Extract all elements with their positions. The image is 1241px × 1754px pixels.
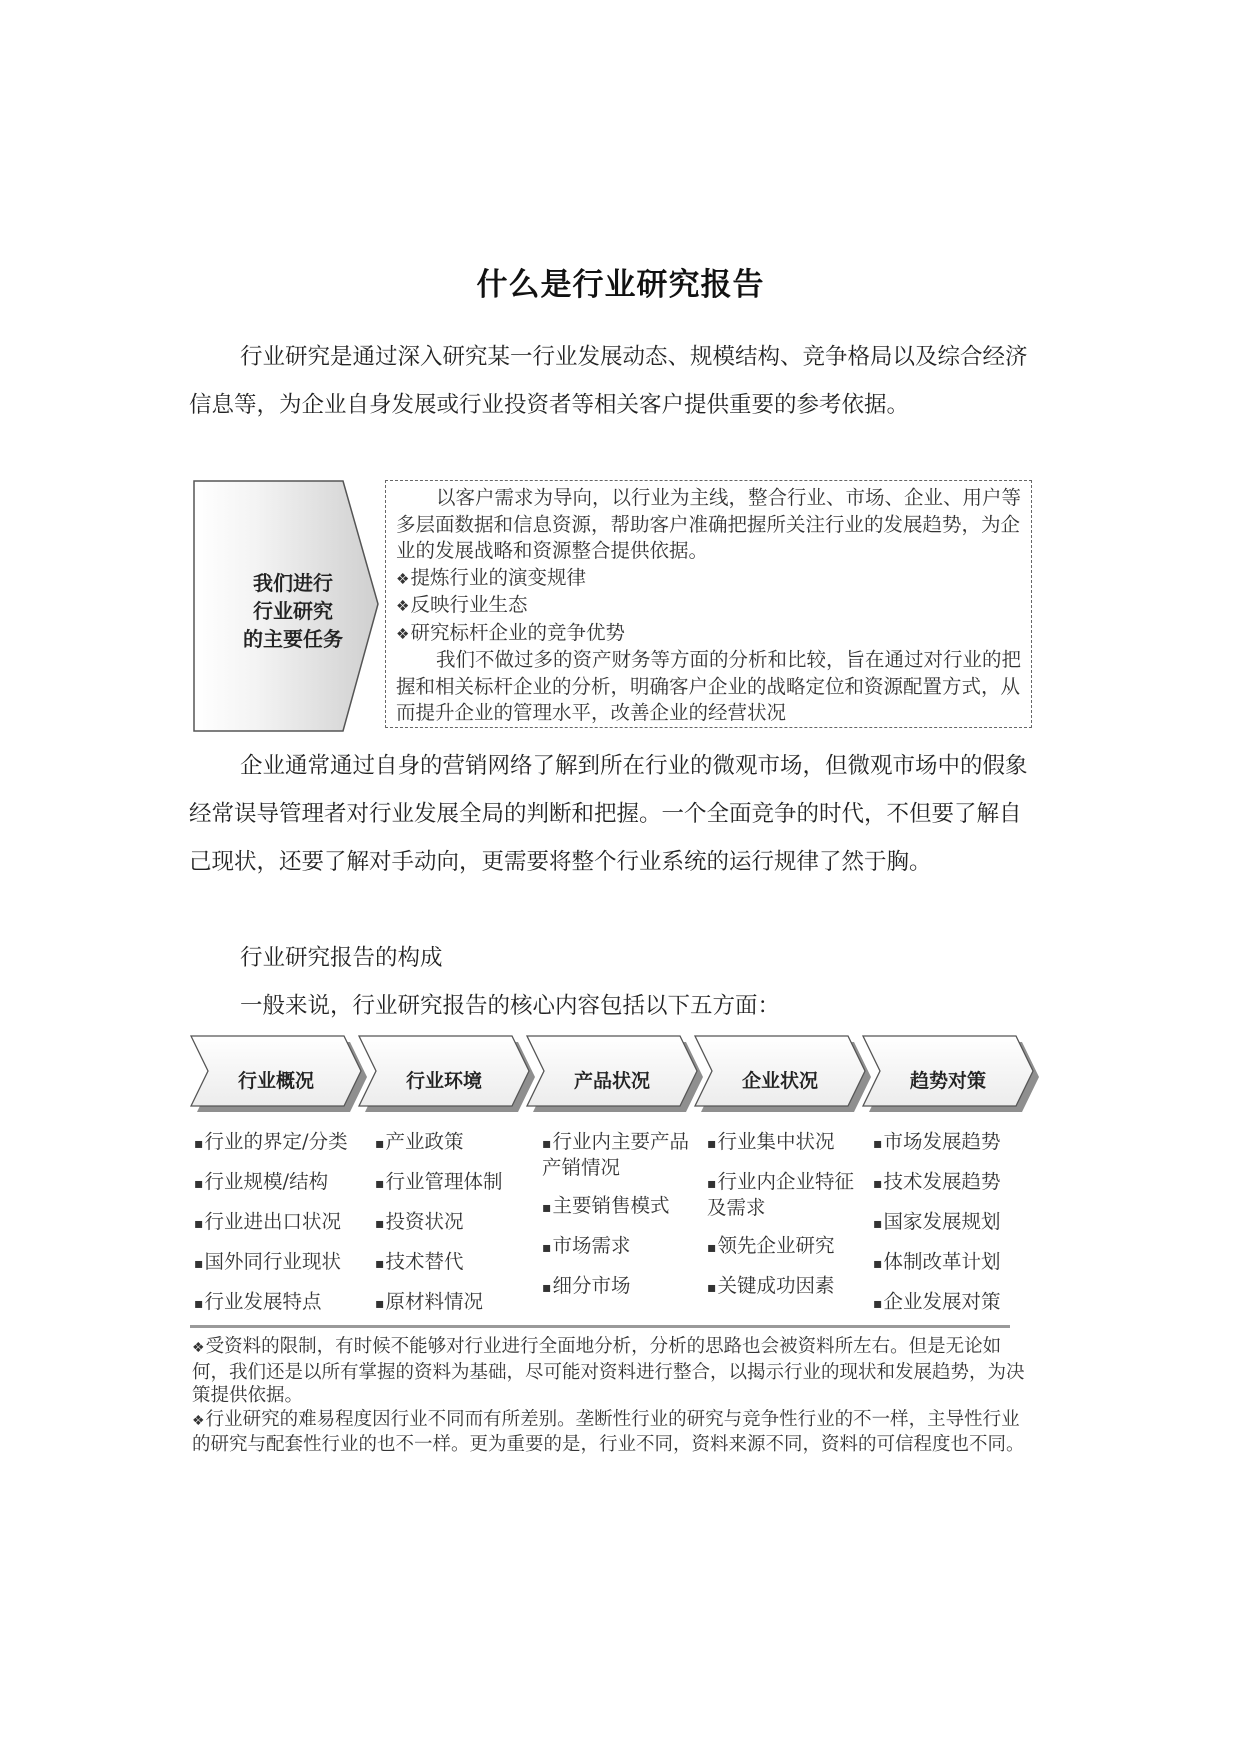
step-items-column <box>542 1130 694 1314</box>
step-label: 企业状况 <box>741 1070 818 1092</box>
report-structure-figure <box>190 1035 1040 1495</box>
task-description-box <box>385 480 1032 728</box>
step-item: ▪ 行业的界定/分类 <box>194 1130 374 1156</box>
divider <box>190 1325 1010 1328</box>
step-item: ▪ 企业发展对策 <box>873 1290 1033 1316</box>
task-label-line: 行业研究 <box>253 599 333 623</box>
step-label: 趋势对策 <box>909 1070 986 1092</box>
step-item: ▪ 市场需求 <box>542 1234 694 1260</box>
task-closing: 我们不做过多的资产财务等方面的分析和比较，旨在通过对行业的把握和相关标杆企业的分析，明确客户企业的战略定位和资源配置方式，从而提升企业的管理水平，改善企业的经营状况 <box>396 648 1022 724</box>
step-item: ▪ 体制改革计划 <box>873 1250 1033 1276</box>
task-bullet: ❖ 研究标杆企业的竞争优势 <box>396 620 1021 648</box>
step-items-column <box>375 1130 535 1330</box>
step-items-column <box>194 1130 374 1330</box>
step-item: ▪ 行业进出口状况 <box>194 1210 374 1236</box>
task-bullet: ❖ 反映行业生态 <box>396 592 1021 620</box>
step-item: ▪ 国外同行业现状 <box>194 1250 374 1276</box>
step-item: ▪ 行业内主要产品产销情况 <box>542 1130 694 1180</box>
step-item: ▪ 行业管理体制 <box>375 1170 535 1196</box>
step-item: ▪ 投资状况 <box>375 1210 535 1236</box>
core-content-intro: 一般来说，行业研究报告的核心内容包括以下五方面： <box>240 993 781 1019</box>
research-tasks-figure <box>193 480 1036 732</box>
step-item: ▪ 国家发展规划 <box>873 1210 1033 1236</box>
task-label-line: 我们进行 <box>253 571 333 595</box>
step-label: 行业概况 <box>237 1070 314 1092</box>
intro-paragraph: 行业研究是通过深入研究某一行业发展动态、规模结构、竞争格局以及综合经济信息等，为企业自身发展或行业投资者等相关客户提供重要的参考依据。 <box>189 344 1028 418</box>
figure-note: ❖ 行业研究的难易程度因行业不同而有所差别。垄断性行业的研究与竞争性行业的不一样，主导性行业的研究与配套性行业的也不一样。更为重要的是，行业不同，资料来源不同，资料的可信程度也不同。 <box>192 1408 1038 1457</box>
step-item: ▪ 产业政策 <box>375 1130 535 1156</box>
composition-heading: 行业研究报告的构成 <box>240 945 443 971</box>
step-item: ▪ 市场发展趋势 <box>873 1130 1033 1156</box>
figure-notes <box>192 1335 1038 1457</box>
step-item: ▪ 技术发展趋势 <box>873 1170 1033 1196</box>
task-bullet: ❖ 提炼行业的演变规律 <box>396 565 1021 593</box>
step-label: 行业环境 <box>405 1070 482 1092</box>
step-item: ▪ 技术替代 <box>375 1250 535 1276</box>
step-item: ▪ 行业内企业特征及需求 <box>707 1170 859 1220</box>
step-item: ▪ 领先企业研究 <box>707 1234 859 1260</box>
task-intro: 以客户需求为导向，以行业为主线，整合行业、市场、企业、用户等多层面数据和信息资源，帮助客户准确把握所关注行业的发展趋势，为企业的发展战略和资源整合提供依据。 <box>396 486 1022 562</box>
task-label-line: 的主要任务 <box>243 627 343 651</box>
step-label: 产品状况 <box>573 1070 650 1092</box>
step-items-column <box>873 1130 1033 1330</box>
step-item: ▪ 行业发展特点 <box>194 1290 374 1316</box>
task-label <box>203 569 383 653</box>
step-item: ▪ 主要销售模式 <box>542 1194 694 1220</box>
step-item: ▪ 关键成功因素 <box>707 1274 859 1300</box>
step-items-column <box>707 1130 859 1314</box>
page-title: 什么是行业研究报告 <box>476 267 765 303</box>
step-item: ▪ 行业规模/结构 <box>194 1170 374 1196</box>
figure-note: ❖ 受资料的限制，有时候不能够对行业进行全面地分析，分析的思路也会被资料所左右。但是无论如何，我们还是以所有掌握的资料为基础，尽可能对资料进行整合，以揭示行业的现状和发展趋势，为决策提供依据。 <box>192 1335 1038 1408</box>
step-item: ▪ 原材料情况 <box>375 1290 535 1316</box>
step-item: ▪ 细分市场 <box>542 1274 694 1300</box>
step-item: ▪ 行业集中状况 <box>707 1130 859 1156</box>
market-paragraph: 企业通常通过自身的营销网络了解到所在行业的微观市场，但微观市场中的假象经常误导管理者对行业发展全局的判断和把握。一个全面竞争的时代，不但要了解自己现状，还要了解对手动向，更需要将整个行业系统的运行规律了然于胸。 <box>189 753 1028 875</box>
